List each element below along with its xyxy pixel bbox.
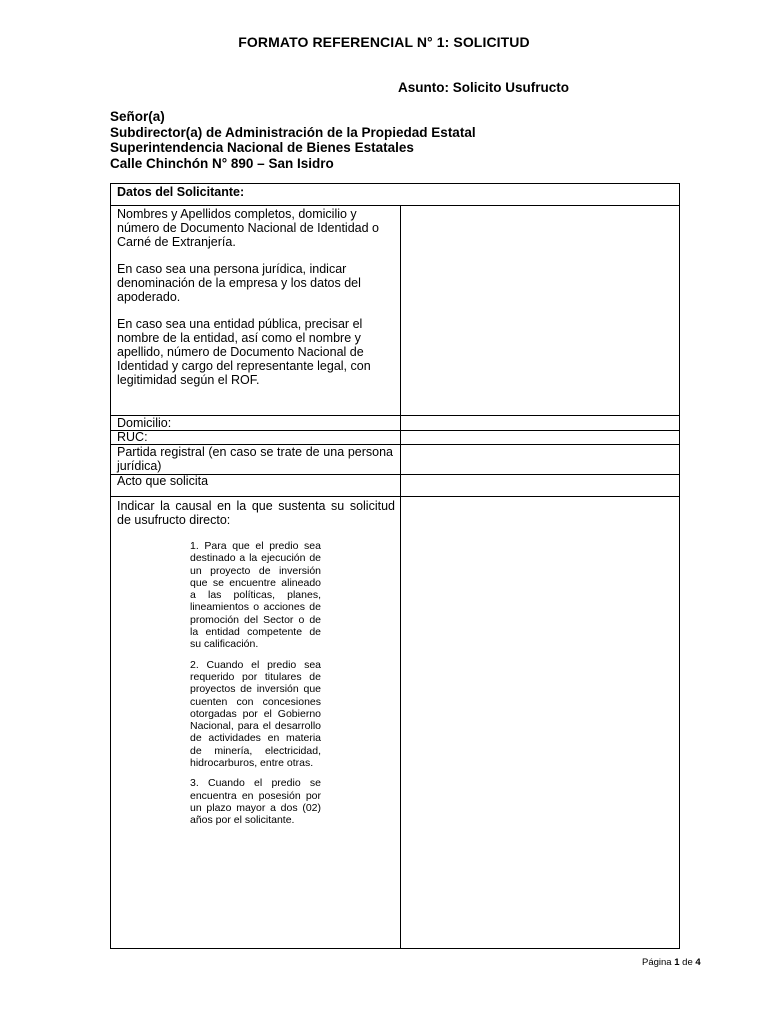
applicant-instructions bbox=[117, 207, 395, 400]
addressee-address: Calle Chinchón N° 890 – San Isidro bbox=[110, 155, 334, 171]
requested-act-label: Acto que solicita bbox=[117, 474, 209, 488]
page-of: de bbox=[682, 957, 693, 968]
addressee-position: Subdirector(a) de Administración de la Propiedad Estatal bbox=[110, 124, 476, 140]
ruc-field[interactable] bbox=[401, 431, 679, 444]
causal-label: Indicar la causal en la que sustenta su solicitud de usufructo directo: bbox=[117, 499, 395, 527]
address-label: Domicilio: bbox=[117, 416, 172, 430]
applicant-instruction-paragraph: Nombres y Apellidos completos, domicilio y número de Documento Nacional de Identidad o Carné de Extranjería. bbox=[117, 207, 379, 249]
registry-entry-field[interactable] bbox=[401, 445, 679, 473]
section-header: Datos del Solicitante: bbox=[117, 185, 245, 199]
page-number bbox=[642, 957, 701, 968]
addressee-salutation: Señor(a) bbox=[110, 109, 165, 124]
document-subject: Asunto: Solicito Usufructo bbox=[398, 80, 569, 95]
registry-entry-label: Partida registral (en caso se trate de una persona jurídica) bbox=[117, 445, 393, 473]
cause-item: 3. Cuando el predio se encuentra en posesión por un plazo mayor a dos (02) años por el solicitante. bbox=[190, 777, 321, 827]
applicant-instruction-paragraph: En caso sea una entidad pública, precisar el nombre de la entidad, así como el nombre y apellido, número de Documento Nacional de Identidad y cargo del representante legal, con legitimidad según el ROF. bbox=[117, 317, 371, 387]
ruc-label: RUC: bbox=[117, 430, 148, 444]
address-field[interactable] bbox=[401, 416, 679, 429]
applicant-instruction-paragraph: En caso sea una persona jurídica, indicar denominación de la empresa y los datos del apoderado. bbox=[117, 262, 361, 304]
page-current: 1 bbox=[674, 957, 680, 968]
document-title: FORMATO REFERENCIAL N° 1: SOLICITUD bbox=[238, 34, 530, 50]
applicant-data-field[interactable] bbox=[401, 206, 679, 415]
addressee-block bbox=[110, 109, 476, 171]
causal-field[interactable] bbox=[401, 497, 679, 948]
addressee-institution: Superintendencia Nacional de Bienes Estatales bbox=[110, 140, 414, 155]
causes-list bbox=[190, 540, 321, 835]
page-total: 4 bbox=[695, 957, 701, 968]
applicant-form-table bbox=[110, 183, 680, 949]
cause-item: 2. Cuando el predio sea requerido por titulares de proyectos de inversión que cuenten con concesiones otorgadas por el Gobierno Nacional, para el desarrollo de actividades en materia de minería, electricidad, hidrocarburos, entre otras. bbox=[190, 658, 321, 770]
requested-act-field[interactable] bbox=[401, 475, 679, 496]
page-word: Página bbox=[642, 957, 672, 968]
cause-item: 1. Para que el predio sea destinado a la ejecución de un proyecto de inversión que se encuentre alineado a las políticas, planes, lineamientos o acciones de promoción del Sector o de la entidad competente de su calificación. bbox=[190, 540, 321, 651]
